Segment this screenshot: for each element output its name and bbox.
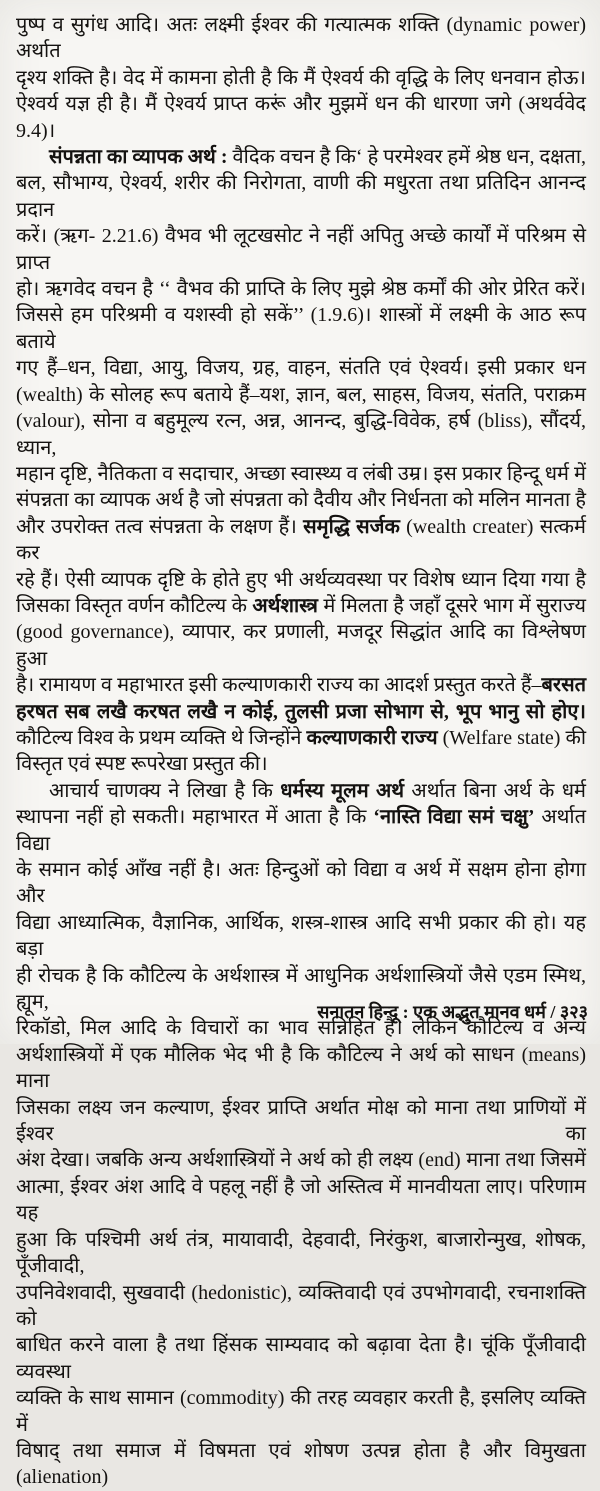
text-segment: पुष्प व सुगंध आदि। अतः लक्ष्मी ईश्वर की गत्यात्मक शक्ति (dynamic power) अर्थात <box>16 14 586 63</box>
text-line <box>16 1095 586 1148</box>
text-segment: ही रोचक है कि कौटिल्य के अर्थशास्त्र में आधुनिक अर्थशास्त्रियों जैसे एडम स्मिथ, ह्यूम, <box>16 964 586 1014</box>
text-segment: आत्मा, ईश्वर अंश आदि वे पहलू नहीं है जो अस्तित्व में मानवीयता लाए। परिणाम यह <box>16 1175 586 1225</box>
bold-text-segment: कल्याणकारी राज्य <box>306 726 438 749</box>
text-line <box>16 144 586 170</box>
text-segment: अर्थात बिना अर्थ के धर्म <box>404 779 586 802</box>
text-segment: महान दृष्टि, नैतिकता व सदाचार, अच्छा स्वास्थ्य व लंबी उम्र। इस प्रकार हिन्दू धर्म में <box>16 462 586 485</box>
text-line <box>16 1280 586 1333</box>
bold-text-segment: बरसत <box>541 674 586 697</box>
page-footer <box>317 1000 588 1024</box>
text-line <box>16 12 586 65</box>
text-segment: गए हैं–धन, विद्या, आयु, विजय, ग्रह, वाहन, संतति एवं ऐश्वर्य। इसी प्रकार धन <box>16 357 586 380</box>
text-line <box>16 1385 586 1438</box>
text-line <box>16 857 586 910</box>
text-line <box>16 672 586 698</box>
text-segment: विषाद् तथा समाज में विषमता एवं शोषण उत्पन्न होता है और विमुखता (alienation) <box>16 1439 586 1489</box>
text-line <box>16 910 586 963</box>
text-line <box>16 408 586 461</box>
text-segment: वैदिक वचन है कि‘ हे परमेश्वर हमें श्रेष्ठ धन, दक्षता, <box>232 146 586 169</box>
text-segment: विस्तृत एवं स्पष्ट रूपरेखा प्रस्तुत की। <box>16 753 268 776</box>
text-segment: कौटिल्य विश्व के प्रथम व्यक्ति थे जिन्होंने <box>16 726 307 749</box>
text-line <box>16 751 586 777</box>
text-line <box>16 223 586 276</box>
text-line <box>16 514 586 567</box>
text-line <box>16 382 586 408</box>
text-line <box>16 355 586 381</box>
text-segment: है। रामायण व महाभारत इसी कल्याणकारी राज्य का आदर्श प्रस्तुत करते हैं– <box>16 674 542 697</box>
text-line <box>16 778 586 804</box>
text-segment: हो। ऋगवेद वचन है ‘‘ वैभव की प्राप्ति के लिए मुझे श्रेष्ठ कर्मों की ओर प्रेरित करें। <box>16 278 586 301</box>
text-segment: (wealth) के सोलह रूप बताये हैं–यश, ज्ञान, बल, साहस, विजय, संतति, पराक्रम <box>16 383 586 406</box>
text-segment: उपनिवेशवादी, सुखवादी (hedonistic), व्यक्तिवादी एवं उपभोगवादी, रचनाशक्ति को <box>16 1281 586 1330</box>
text-segment: जिसका विस्तृत वर्णन कौटिल्य के <box>16 594 253 617</box>
bold-text-segment: धर्मस्य मूलम अर्थ <box>280 779 405 802</box>
text-segment: में मिलता है जहाँ दूसरे भाग में सुराज्य <box>317 594 587 617</box>
text-segment: (Welfare state) की <box>437 726 586 749</box>
text-segment: विद्या आध्यात्मिक, वैज्ञानिक, आर्थिक, शस्त्र-शास्त्र आदि सभी प्रकार की हो। यह बड़ा <box>16 911 586 961</box>
text-line <box>16 699 586 725</box>
text-segment: संपन्नता का व्यापक अर्थ है जो संपन्नता को दैवीय और निर्धनता को मलिन मानता है <box>16 489 586 512</box>
bold-text-segment: संपन्नता का व्यापक अर्थ : <box>49 146 233 169</box>
text-segment: रिकॉडो, मिल आदि के विचारों का भाव सन्निहित है। लेकिन कौटिल्य व अन्य <box>16 1017 586 1040</box>
text-segment: अर्थात विद्या <box>16 806 586 855</box>
text-segment: (wealth creater) सत्कर्म कर <box>16 515 586 565</box>
text-segment: हुआ कि पश्चिमी अर्थ तंत्र, मायावादी, देहवादी, निरंकुश, बाजारोन्मुख, शोषक, पूँजीवादी, <box>16 1228 586 1278</box>
text-segment: जिसका लक्ष्य जन कल्याण, ईश्वर प्राप्ति अर्थात मोक्ष को माना तथा प्राणियों में ईश्वर का <box>16 1096 586 1146</box>
text-line <box>16 1174 586 1227</box>
text-line <box>16 65 586 91</box>
text-segment: अंश देखा। जबकि अन्य अर्थशास्त्रियों ने अर्थ को ही लक्ष्य (end) माना तथा जिसमें <box>16 1149 586 1172</box>
text-segment: अर्थशास्त्रियों में एक मौलिक भेद भी है कि कौटिल्य ने अर्थ को साधन (means) माना <box>16 1043 586 1093</box>
text-segment: के समान कोई आँख नहीं है। अतः हिन्दुओं को विद्या व अर्थ में सक्षम होना होगा और <box>16 859 586 908</box>
text-segment: रहे हैं। ऐसी व्यापक दृष्टि के होते हुए भी अर्थव्यवस्था पर विशेष ध्यान दिया गया है <box>16 568 586 591</box>
text-line <box>16 170 586 223</box>
text-line <box>16 461 586 487</box>
bold-text-segment: हरषत सब लखै करषत लखै न कोई, तुलसी प्रजा सोभाग से, भूप भानु सो होए। <box>16 700 586 723</box>
text-line <box>16 567 586 593</box>
text-line <box>16 1227 586 1280</box>
text-line <box>16 619 586 672</box>
text-line <box>16 487 586 513</box>
text-segment: (valour), सोना व बहुमूल्य रत्न, अन्न, आनन्द, बुद्धि-विवेक, हर्ष (bliss), सौंदर्य, ध्यान, <box>16 410 586 459</box>
text-segment: बाधित करने वाला है तथा हिंसक साम्यवाद को बढ़ावा देता है। चूंकि पूँजीवादी व्यवस्था <box>16 1334 586 1383</box>
text-line <box>16 804 586 857</box>
text-line <box>16 302 586 355</box>
text-line <box>16 1042 586 1095</box>
text-line <box>16 593 586 619</box>
text-segment: बल, सौभाग्य, ऐश्वर्य, शरीर की निरोगता, वाणी की मधुरता तथा प्रतिदिन आनन्द प्रदान <box>16 172 586 221</box>
text-line <box>16 276 586 302</box>
text-body <box>16 12 586 1491</box>
text-segment: करें। (ऋग- 2.21.6) वैभव भी लूटखसोट ने नहीं अपितु अच्छे कार्यों में परिश्रम से प्राप्त <box>16 225 586 274</box>
text-line <box>16 1147 586 1173</box>
text-line <box>16 725 586 751</box>
footer-text: सनातन हिन्दू : एक अद्भुत मानव धर्म / ३२३ <box>317 1002 588 1022</box>
text-line <box>16 91 586 144</box>
text-segment: आचार्य चाणक्य ने लिखा है कि <box>49 779 281 802</box>
text-segment: व्यक्ति के साथ सामान (commodity) की तरह व्यवहार करती है, इसलिए व्यक्ति में <box>16 1387 586 1436</box>
bold-text-segment: ‘नास्ति विद्या समं चक्षु’ <box>373 806 535 829</box>
text-line <box>16 1438 586 1491</box>
text-segment: और उपरोक्त तत्व संपन्नता के लक्षण हैं। <box>16 515 304 538</box>
text-segment: दृश्य शक्ति है। वेद में कामना होती है कि मैं ऐश्वर्य की वृद्धि के लिए धनवान होऊ। <box>16 66 586 89</box>
bold-text-segment: समृद्धि सर्जक <box>303 515 400 538</box>
bold-text-segment: अर्थशास्त्र <box>252 594 318 617</box>
text-segment: जिससे हम परिश्रमी व यशस्वी हो सकें’’ (1.9.6)। शास्त्रों में लक्ष्मी के आठ रूप बताये <box>16 304 586 353</box>
text-line <box>16 1332 586 1385</box>
text-segment: (good governance), व्यापार, कर प्रणाली, मजदूर सिद्धांत आदि का विश्लेषण हुआ <box>16 621 586 670</box>
text-segment: ऐश्वर्य यज्ञ ही है। मैं ऐश्वर्य प्राप्त करूं और मुझमें धन की धारणा जगे (अथर्ववेद 9.4)। <box>16 93 586 142</box>
text-segment: स्थापना नहीं हो सकती। महाभारत में आता है कि <box>16 806 374 829</box>
